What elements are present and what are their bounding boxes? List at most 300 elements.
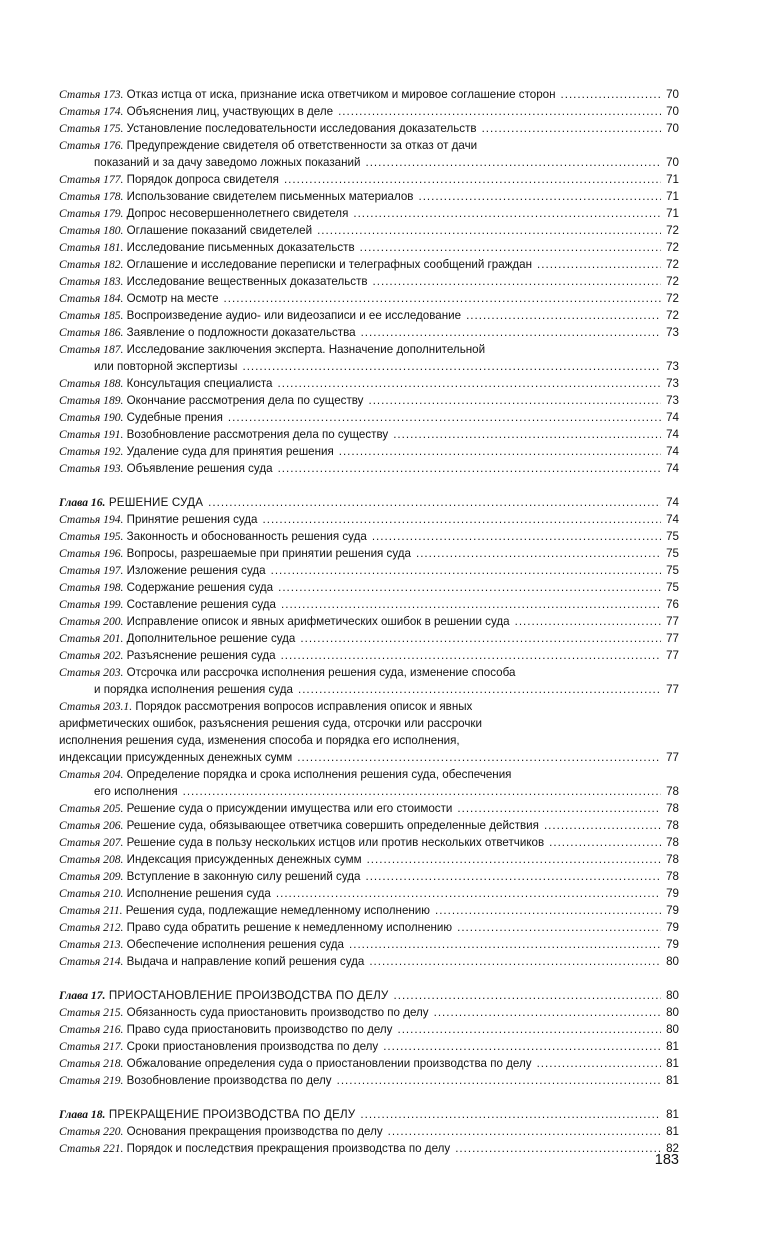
article-title: исполнения решения суда, изменения способа и порядка его исполнения, [59, 734, 460, 747]
dot-leader [397, 1021, 661, 1038]
toc-line [59, 800, 679, 817]
toc-line [59, 256, 679, 273]
dot-leader [457, 919, 661, 936]
chapter-title: РЕШЕНИЕ СУДА [105, 496, 204, 509]
dot-leader [455, 1140, 661, 1157]
article-label: Статья 190. [59, 411, 124, 424]
toc-line [59, 834, 679, 851]
article-title: Удаление суда для принятия решения [123, 445, 334, 458]
article-title: Консультация специалиста [123, 377, 273, 390]
toc-line [59, 987, 679, 1004]
dot-leader [561, 86, 662, 103]
dot-leader [544, 817, 661, 834]
dot-leader [298, 681, 661, 698]
dot-leader [281, 596, 661, 613]
dot-leader [317, 222, 661, 239]
chapter-title: ПРЕКРАЩЕНИЕ ПРОИЗВОДСТВА ПО ДЕЛУ [105, 1108, 356, 1121]
toc-article-entry [59, 256, 679, 273]
toc-chapter-entry [59, 1106, 679, 1123]
page-ref: 81 [666, 1108, 679, 1121]
toc-article-entry [59, 545, 679, 562]
article-title: Оглашение и исследование переписки и телеграфных сообщений граждан [123, 258, 533, 271]
dot-leader [337, 1072, 661, 1089]
article-label: Статья 217. [59, 1040, 124, 1053]
dot-leader [466, 307, 661, 324]
article-label: Статья 214. [59, 955, 124, 968]
toc-article-entry [59, 647, 679, 664]
page-ref: 73 [666, 326, 679, 339]
dot-leader [537, 1055, 661, 1072]
article-title: Решение суда в пользу нескольких истцов или против нескольких ответчиков [123, 836, 545, 849]
article-label: Статья 175. [59, 122, 124, 135]
toc-article-entry [59, 222, 679, 239]
page-ref: 78 [666, 802, 679, 815]
page-ref: 77 [666, 683, 679, 696]
article-title: Порядок допроса свидетеля [123, 173, 279, 186]
article-label: Статья 195. [59, 530, 124, 543]
article-label: Статья 218. [59, 1057, 124, 1070]
toc-article-entry [59, 1055, 679, 1072]
page-ref: 71 [666, 207, 679, 220]
chapter-label: Глава 16. [59, 496, 106, 509]
toc-article-entry [59, 1038, 679, 1055]
toc-article-entry [59, 341, 679, 375]
dot-leader [278, 375, 662, 392]
article-title: Воспроизведение аудио- или видеозаписи и ее исследование [123, 309, 462, 322]
article-title: показаний и за дачу заведомо ложных показаний [94, 156, 361, 169]
toc-line [59, 120, 679, 137]
page-ref: 82 [666, 1142, 679, 1155]
article-label: Статья 177. [59, 173, 124, 186]
toc-line [59, 239, 679, 256]
toc-article-entry [59, 375, 679, 392]
toc-line [59, 188, 679, 205]
article-title: Оглашение показаний свидетелей [123, 224, 313, 237]
article-label: Статья 198. [59, 581, 124, 594]
article-title: Основания прекращения производства по делу [123, 1125, 383, 1138]
article-title: Вступление в законную силу решений суда [123, 870, 361, 883]
toc-line [59, 426, 679, 443]
toc-article-entry [59, 834, 679, 851]
article-title: Заявление о подложности доказательства [123, 326, 356, 339]
dot-leader [416, 545, 661, 562]
toc-line [59, 783, 679, 800]
article-title: Составление решения суда [123, 598, 277, 611]
article-title: Возобновление рассмотрения дела по существу [123, 428, 389, 441]
article-title: Возобновление производства по делу [123, 1074, 332, 1087]
toc-line [59, 137, 679, 154]
article-title: Использование свидетелем письменных материалов [123, 190, 414, 203]
article-label: Статья 219. [59, 1074, 124, 1087]
toc-line [59, 511, 679, 528]
article-title: Принятие решения суда [123, 513, 258, 526]
dot-leader [284, 171, 661, 188]
toc-line [59, 817, 679, 834]
toc-line [59, 715, 679, 732]
page-ref: 72 [666, 224, 679, 237]
dot-leader [515, 613, 661, 630]
article-title: Право суда обратить решение к немедленному исполнению [123, 921, 453, 934]
toc-line [59, 953, 679, 970]
toc-article-entry [59, 103, 679, 120]
toc-line [59, 273, 679, 290]
toc-article-entry [59, 885, 679, 902]
article-title: Исследование письменных доказательств [123, 241, 355, 254]
page-ref: 70 [666, 105, 679, 118]
page-ref: 80 [666, 1006, 679, 1019]
dot-leader [365, 154, 661, 171]
dot-leader [183, 783, 661, 800]
dot-leader [482, 120, 661, 137]
dot-leader [373, 273, 661, 290]
page-ref: 74 [666, 445, 679, 458]
toc-line [59, 1055, 679, 1072]
page-ref: 78 [666, 853, 679, 866]
toc-line [59, 358, 679, 375]
dot-leader [278, 579, 661, 596]
page-ref: 73 [666, 360, 679, 373]
article-title: арифметических ошибок, разъяснения решения суда, отсрочки или рассрочки [59, 717, 482, 730]
article-label: Статья 176. [59, 139, 124, 152]
toc-line [59, 222, 679, 239]
toc-article-entry [59, 120, 679, 137]
page-ref: 80 [666, 955, 679, 968]
article-title: Отказ истца от иска, признание иска ответчиком и мировое соглашение сторон [123, 88, 556, 101]
page-ref: 79 [666, 904, 679, 917]
toc-line [59, 290, 679, 307]
toc-line [59, 494, 679, 511]
dot-leader [365, 868, 661, 885]
article-label: Статья 197. [59, 564, 124, 577]
dot-leader [537, 256, 661, 273]
page-ref: 74 [666, 496, 679, 509]
toc-line [59, 1072, 679, 1089]
toc-article-entry [59, 307, 679, 324]
toc-line [59, 1140, 679, 1157]
toc-line [59, 630, 679, 647]
article-title: Предупреждение свидетеля об ответственности за отказ от дачи [123, 139, 478, 152]
page-ref: 79 [666, 887, 679, 900]
dot-leader [278, 460, 661, 477]
toc-article-entry [59, 613, 679, 630]
page-ref: 72 [666, 292, 679, 305]
toc-line [59, 341, 679, 358]
page-ref: 72 [666, 275, 679, 288]
article-title: Исправление описок и явных арифметических ошибок в решении суда [123, 615, 510, 628]
article-title: Окончание рассмотрения дела по существу [123, 394, 364, 407]
article-label: Статья 178. [59, 190, 124, 203]
article-label: Статья 196. [59, 547, 124, 560]
article-title: Определение порядка и срока исполнения решения суда, обеспечения [123, 768, 512, 781]
article-title: Обязанность суда приостановить производство по делу [123, 1006, 429, 1019]
dot-leader [368, 392, 661, 409]
dot-leader [360, 239, 661, 256]
article-title: Объявление решения суда [123, 462, 273, 475]
toc-article-entry [59, 800, 679, 817]
toc-article-entry [59, 528, 679, 545]
dot-leader [369, 953, 661, 970]
article-label: Статья 189. [59, 394, 124, 407]
page-ref: 79 [666, 921, 679, 934]
dot-leader [263, 511, 662, 528]
article-label: Статья 174. [59, 105, 124, 118]
page-ref: 80 [666, 1023, 679, 1036]
article-title: Изложение решения суда [123, 564, 266, 577]
article-label: Статья 200. [59, 615, 124, 628]
toc-article-entry [59, 171, 679, 188]
toc-article-entry [59, 630, 679, 647]
toc-line [59, 205, 679, 222]
dot-leader [242, 358, 661, 375]
article-title: Право суда приостановить производство по делу [123, 1023, 393, 1036]
page-ref: 77 [666, 649, 679, 662]
article-label: Статья 187. [59, 343, 124, 356]
toc-line [59, 528, 679, 545]
article-title: Обеспечение исполнения решения суда [123, 938, 344, 951]
page-ref: 75 [666, 581, 679, 594]
toc-article-entry [59, 936, 679, 953]
table-of-contents [59, 86, 679, 1157]
dot-leader [224, 290, 661, 307]
dot-leader [276, 885, 661, 902]
article-label: Статья 182. [59, 258, 124, 271]
article-label: Статья 199. [59, 598, 124, 611]
article-label: Статья 188. [59, 377, 124, 390]
article-label: Статья 206. [59, 819, 124, 832]
dot-leader [435, 902, 661, 919]
toc-article-entry [59, 953, 679, 970]
toc-line [59, 1004, 679, 1021]
page-ref: 74 [666, 411, 679, 424]
dot-leader [394, 987, 661, 1004]
page-ref: 77 [666, 615, 679, 628]
article-label: Статья 192. [59, 445, 124, 458]
page-ref: 75 [666, 530, 679, 543]
page-ref: 74 [666, 513, 679, 526]
page-ref: 72 [666, 258, 679, 271]
article-label: Статья 179. [59, 207, 124, 220]
toc-article-entry [59, 1140, 679, 1157]
article-title: Исполнение решения суда [123, 887, 271, 900]
article-label: Статья 212. [59, 921, 124, 934]
dot-leader [300, 630, 661, 647]
article-label: Статья 181. [59, 241, 124, 254]
article-title: Содержание решения суда [123, 581, 274, 594]
article-label: Статья 203. [59, 666, 124, 679]
toc-line [59, 545, 679, 562]
toc-article-entry [59, 817, 679, 834]
article-label: Статья 191. [59, 428, 124, 441]
article-label: Статья 185. [59, 309, 124, 322]
toc-line [59, 86, 679, 103]
toc-article-entry [59, 579, 679, 596]
article-label: Статья 213. [59, 938, 124, 951]
page-ref: 78 [666, 870, 679, 883]
article-title: индексации присужденных денежных сумм [59, 751, 293, 764]
toc-line [59, 460, 679, 477]
toc-line [59, 749, 679, 766]
toc-line [59, 596, 679, 613]
page-ref: 75 [666, 564, 679, 577]
toc-line [59, 647, 679, 664]
page-ref: 74 [666, 428, 679, 441]
page-ref: 77 [666, 632, 679, 645]
article-title: Исследование вещественных доказательств [123, 275, 368, 288]
article-label: Статья 216. [59, 1023, 124, 1036]
dot-leader [434, 1004, 661, 1021]
page-ref: 70 [666, 156, 679, 169]
article-title: Законность и обоснованность решения суда [123, 530, 367, 543]
toc-line [59, 868, 679, 885]
article-title: Допрос несовершеннолетнего свидетеля [123, 207, 349, 220]
page-ref: 74 [666, 462, 679, 475]
page-ref: 79 [666, 938, 679, 951]
article-label: Статья 221. [59, 1142, 124, 1155]
toc-article-entry [59, 239, 679, 256]
toc-article-entry [59, 902, 679, 919]
toc-line [59, 851, 679, 868]
article-label: Статья 184. [59, 292, 124, 305]
page-ref: 71 [666, 190, 679, 203]
dot-leader [360, 1106, 661, 1123]
article-label: Статья 204. [59, 768, 124, 781]
article-title: и порядка исполнения решения суда [94, 683, 293, 696]
toc-article-entry [59, 766, 679, 800]
chapter-label: Глава 17. [59, 989, 106, 1002]
article-label: Статья 186. [59, 326, 124, 339]
article-label: Статья 215. [59, 1006, 124, 1019]
toc-line [59, 307, 679, 324]
article-label: Статья 194. [59, 513, 124, 526]
dot-leader [393, 426, 661, 443]
page-ref: 80 [666, 989, 679, 1002]
article-label: Статья 208. [59, 853, 124, 866]
article-title: Решение суда, обязывающее ответчика совершить определенные действия [123, 819, 539, 832]
dot-leader [353, 205, 661, 222]
toc-article-entry [59, 664, 679, 698]
page-ref: 72 [666, 309, 679, 322]
page-ref: 81 [666, 1040, 679, 1053]
dot-leader [388, 1123, 661, 1140]
dot-leader [338, 103, 661, 120]
toc-line [59, 1123, 679, 1140]
article-title: Решения суда, подлежащие немедленному исполнению [122, 904, 430, 917]
toc-article-entry [59, 562, 679, 579]
toc-line [59, 732, 679, 749]
article-label: Статья 201. [59, 632, 124, 645]
dot-leader [281, 647, 661, 664]
toc-line [59, 171, 679, 188]
article-title: Индексация присужденных денежных сумм [123, 853, 362, 866]
dot-leader [228, 409, 661, 426]
toc-line [59, 103, 679, 120]
toc-line [59, 1106, 679, 1123]
chapter-title: ПРИОСТАНОВЛЕНИЕ ПРОИЗВОДСТВА ПО ДЕЛУ [105, 989, 389, 1002]
article-label: Статья 205. [59, 802, 124, 815]
dot-leader [418, 188, 661, 205]
article-label: Статья 207. [59, 836, 124, 849]
toc-line [59, 613, 679, 630]
article-title: Порядок и последствия прекращения производства по делу [123, 1142, 451, 1155]
article-label: Статья 209. [59, 870, 124, 883]
toc-article-entry [59, 205, 679, 222]
page-ref: 78 [666, 819, 679, 832]
article-title: Порядок рассмотрения вопросов исправления описок и явных [132, 700, 473, 713]
toc-article-entry [59, 86, 679, 103]
toc-line [59, 579, 679, 596]
article-label: Статья 220. [59, 1125, 124, 1138]
toc-line [59, 324, 679, 341]
article-title: Отсрочка или рассрочка исполнения решения суда, изменение способа [123, 666, 516, 679]
toc-line [59, 936, 679, 953]
toc-article-entry [59, 460, 679, 477]
article-title: его исполнения [94, 785, 178, 798]
dot-leader [208, 494, 661, 511]
page-ref: 81 [666, 1125, 679, 1138]
toc-article-entry [59, 919, 679, 936]
article-title: Установление последовательности исследования доказательств [123, 122, 477, 135]
dot-leader [549, 834, 661, 851]
toc-article-entry [59, 511, 679, 528]
page-ref: 72 [666, 241, 679, 254]
article-label: Статья 183. [59, 275, 124, 288]
toc-article-entry [59, 290, 679, 307]
page-ref: 78 [666, 785, 679, 798]
article-title: или повторной экспертизы [94, 360, 238, 373]
toc-line [59, 392, 679, 409]
toc-line [59, 664, 679, 681]
toc-line [59, 919, 679, 936]
toc-article-entry [59, 188, 679, 205]
article-label: Статья 210. [59, 887, 124, 900]
chapter-label: Глава 18. [59, 1108, 106, 1121]
article-label: Статья 180. [59, 224, 124, 237]
dot-leader [339, 443, 661, 460]
page-ref: 81 [666, 1074, 679, 1087]
article-label: Статья 211. [59, 904, 123, 917]
toc-article-entry [59, 324, 679, 341]
toc-article-entry [59, 1123, 679, 1140]
dot-leader [367, 851, 661, 868]
dot-leader [383, 1038, 661, 1055]
toc-article-entry [59, 273, 679, 290]
page-ref: 76 [666, 598, 679, 611]
toc-line [59, 443, 679, 460]
article-label: Статья 193. [59, 462, 124, 475]
toc-article-entry [59, 1004, 679, 1021]
toc-line [59, 375, 679, 392]
page-ref: 73 [666, 377, 679, 390]
dot-leader [297, 749, 661, 766]
article-title: Дополнительное решение суда [123, 632, 296, 645]
toc-line [59, 885, 679, 902]
toc-article-entry [59, 868, 679, 885]
article-title: Обжалование определения суда о приостановлении производства по делу [123, 1057, 532, 1070]
article-title: Вопросы, разрешаемые при принятии решения суда [123, 547, 411, 560]
page-ref: 78 [666, 836, 679, 849]
toc-article-entry [59, 409, 679, 426]
page-ref: 73 [666, 394, 679, 407]
toc-line [59, 681, 679, 698]
toc-line [59, 902, 679, 919]
article-title: Выдача и направление копий решения суда [123, 955, 365, 968]
dot-leader [361, 324, 661, 341]
toc-line [59, 766, 679, 783]
page-ref: 77 [666, 751, 679, 764]
page-ref: 71 [666, 173, 679, 186]
toc-article-entry [59, 851, 679, 868]
toc-line [59, 562, 679, 579]
